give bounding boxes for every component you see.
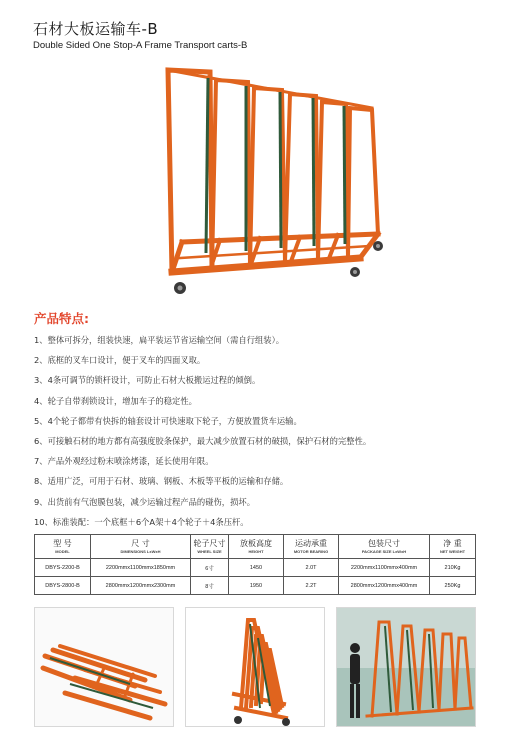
- table-cell: 8寸: [191, 577, 229, 595]
- photo-in-use-warehouse: [336, 607, 476, 727]
- feature-item: 5、4个轮子都带有快拆的轴套设计可快速取下轮子，方便放置货车运输。: [34, 415, 302, 426]
- table-cell: 2800mmx1200mmx2300mm: [91, 577, 191, 595]
- table-cell: 1450: [229, 559, 284, 577]
- photo-disassembled-parts: [34, 607, 174, 727]
- feature-item: 10、标准装配：一个底框＋6个A架＋4个轮子＋4条压杆。: [34, 516, 249, 527]
- page-subtitle: Double Sided One Stop-A Frame Transport carts-B: [33, 40, 248, 51]
- table-cell: 1950: [229, 577, 284, 595]
- table-cell: 2.2T: [284, 577, 339, 595]
- feature-item: 9、出货前有气泡膜包装，减少运输过程产品的碰伤，损坏。: [34, 496, 255, 507]
- header-height: 放板高度 HEIGHT: [229, 535, 284, 559]
- feature-list: [34, 330, 371, 532]
- feature-item: 2、底框的叉车口设计，便于叉车的四面叉取。: [34, 355, 206, 366]
- feature-item: 8、适用广泛，可用于石材、玻璃、钢板、木板等平板的运输和存储。: [34, 476, 289, 487]
- table-cell: 2.0T: [284, 559, 339, 577]
- features-heading: 产品特点:: [34, 311, 89, 326]
- table-cell: 2800mmx1200mmx400mm: [339, 577, 430, 595]
- table-cell: DBYS-2200-B: [35, 559, 91, 577]
- photo-assembled-side-view: [185, 607, 325, 727]
- page-title: 石材大板运输车-B: [33, 20, 159, 38]
- spec-table: [34, 534, 476, 595]
- feature-item: 6、可接触石材的地方都有高强度胶条保护，最大减少放置石材的破损，保护石材的完整性。: [34, 436, 372, 447]
- table-row: [35, 559, 476, 577]
- feature-item: 3、4条可调节的锁杆设计，可防止石材大板搬运过程的倾倒。: [34, 375, 261, 386]
- feature-item: 1、整体可拆分，组装快速，扁平装运节省运输空间（需自行组装）。: [34, 335, 285, 345]
- header-motor-bearing: 运动承重 MOTOR BEARING: [284, 535, 339, 559]
- table-cell: 210Kg: [430, 559, 476, 577]
- table-header-row: [35, 535, 476, 559]
- feature-item: 4、轮子自带刹锁设计，增加车子的稳定性。: [34, 395, 197, 406]
- table-cell: 2200mmx1100mmx400mm: [339, 559, 430, 577]
- feature-item: 7、产品外观经过粉末喷涂烤漆，延长使用年限。: [34, 456, 214, 467]
- product-hero-image: [150, 58, 395, 303]
- table-cell: 2200mmx1100mmx1850mm: [91, 559, 191, 577]
- table-cell: 6寸: [191, 559, 229, 577]
- table-cell: DBYS-2800-B: [35, 577, 91, 595]
- header-net-weight: 净 重 NET WEIGHT: [430, 535, 476, 559]
- table-row: [35, 577, 476, 595]
- header-model: 型 号 MODEL: [35, 535, 91, 559]
- header-dimensions: 尺 寸 DIMENSIONS LxWxH: [91, 535, 191, 559]
- header-wheel-size: 轮子尺寸 WHEEL SIZE: [191, 535, 229, 559]
- header-package-size: 包装尺寸 PACKAGE SIZE LxWxH: [339, 535, 430, 559]
- table-cell: 250Kg: [430, 577, 476, 595]
